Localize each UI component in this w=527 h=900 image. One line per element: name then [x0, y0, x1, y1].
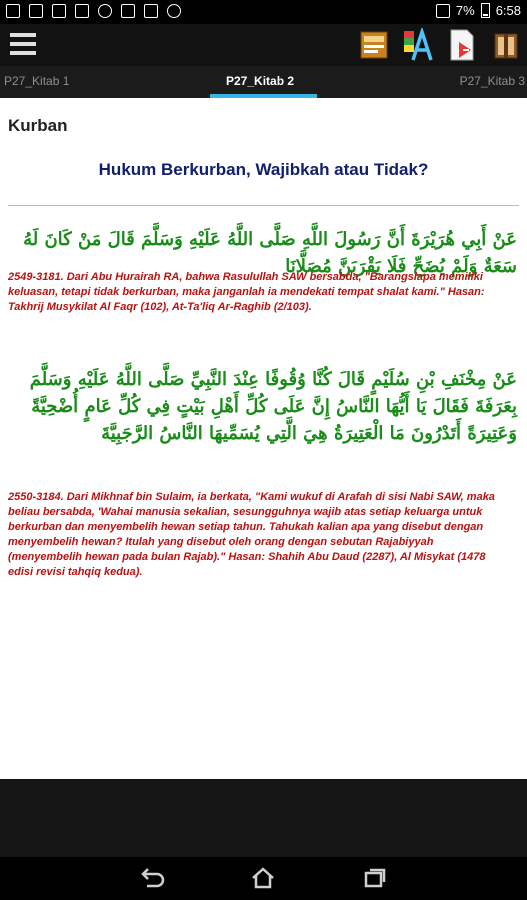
page-title: Kurban [8, 116, 68, 135]
hadith-translation-2: 2550-3184. Dari Mikhnaf bin Sulaim, ia berkata, "Kami wukuf di Arafah di sisi Nabi SAW, maka beliau bersabda, 'Wahai manusia sekalian, sesungguhnya wajib atas setiap keluarga untuk berkurban dan menyembelih hewan setiap tahun. Tahukah kalian apa yang disebut dengan menyembelih hewan? Itulah yang disebut oleh orang dengan sebutan Rajabiyyah (menyembelih hewan pada bulan Rajab)." Hasan: Shahih Abu Daud (2287), Al Misykat (1478 edisi revisi tahqiq kedua). [8, 491, 495, 578]
email-icon [52, 4, 66, 18]
status-bar [0, 0, 527, 24]
hadith-arabic-2: عَنْ مِخْنَفِ بْنِ سُلَيْمٍ قَالَ كُنَّا وُقُوفًا عِنْدَ النَّبِيِّ صَلَّى اللَّهُ عَلَيْهِ وَسَلَّمَ بِعَرَفَةَ فَقَالَ يَا أَيُّهَا النَّاسُ إِنَّ عَلَى كُلِّ أَهْلِ بَيْتٍ فِي كُلِّ عَامٍ أُضْحِيَّةً وَعَتِيرَةً أَتَدْرُونَ مَا الْعَتِيرَةُ هِيَ الَّتِي يُسَمِّيهَا النَّاسُ الرَّجَبِيَّةَ [29, 369, 517, 444]
navigation-bar [0, 857, 527, 900]
settings-icon [167, 4, 181, 18]
book-open-icon[interactable] [491, 28, 521, 62]
clock: 6:58 [495, 3, 521, 18]
section-subtitle: Hukum Berkurban, Wajibkah atau Tidak? [98, 160, 429, 179]
divider [8, 205, 519, 206]
sd-card-icon [29, 4, 43, 18]
image-icon [6, 4, 20, 18]
hadith-arabic-1: عَنْ أَبِي هُرَيْرَةَ أَنَّ رَسُولَ اللَّهِ صَلَّى اللَّهُ عَلَيْهِ وَسَلَّمَ قَالَ مَنْ كَانَ لَهُ سَعَةٌ وَلَمْ يُضَحِّ فَلَا يَقْرَبَنَّ مُصَلَّانَا [23, 229, 517, 277]
bookmark-add-icon[interactable] [447, 28, 477, 62]
check-bag-icon [121, 4, 135, 18]
back-icon[interactable] [139, 866, 165, 890]
action-bar [0, 24, 527, 66]
tab-kitab-1[interactable]: P27_Kitab 1 [4, 74, 70, 88]
tab-kitab-2[interactable]: P27_Kitab 2 [226, 74, 295, 88]
bottom-area [0, 779, 527, 857]
tab-strip [0, 66, 527, 98]
check-bag-icon [144, 4, 158, 18]
paintbrush-icon [75, 4, 89, 18]
game-icon [98, 4, 112, 18]
recent-apps-icon[interactable] [362, 866, 388, 890]
battery-percent: 7% [455, 3, 475, 18]
notification-icons [6, 4, 181, 18]
font-size-icon[interactable] [403, 28, 433, 62]
tab-kitab-3[interactable]: P27_Kitab 3 [459, 74, 525, 88]
battery-icon [481, 3, 490, 18]
home-icon[interactable] [250, 866, 276, 890]
screenshot-icon [436, 4, 450, 18]
menu-icon[interactable] [10, 33, 36, 57]
content-panel[interactable] [0, 98, 527, 779]
hadith-translation-1: 2549-3181. Dari Abu Hurairah RA, bahwa Rasulullah SAW bersabda, "Barangsiapa memiliki keluasan, tetapi tidak berkurban, maka janganlah ia mendekati tempat shalat kami." Hasan: Takhrij Musykilat Al Faqr (102), At-Ta'liq Ar-Raghib (2/103). [8, 271, 485, 313]
book-cover-icon[interactable] [359, 28, 389, 62]
